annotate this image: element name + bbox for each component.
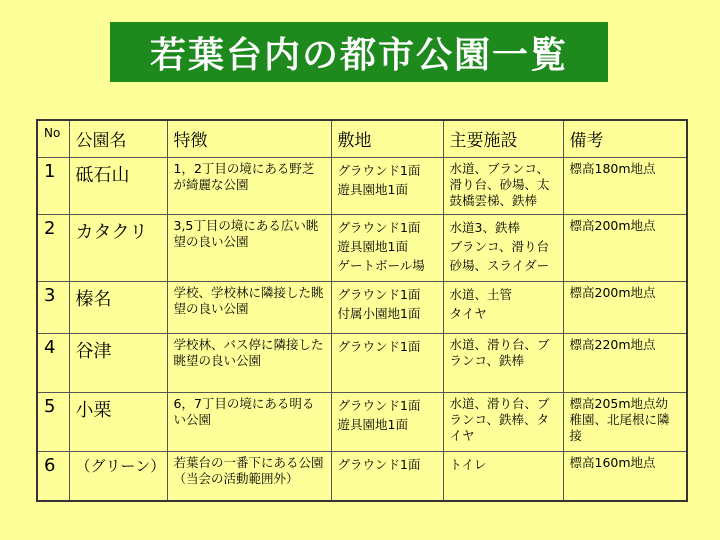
park-feature: 学校、学校林に隣接した眺望の良い公園 [167, 282, 331, 334]
facility-line: 水道、ブランコ、滑り台、砂場、太鼓橋雲梯、鉄棒 [449, 161, 550, 208]
park-feature: 3,5丁目の境にある広い眺望の良い公園 [167, 215, 331, 282]
site-line: 遊具園地1面 [337, 182, 408, 197]
site-line: グラウンド1面 [337, 339, 421, 354]
site-line: 遊具園地1面 [337, 239, 408, 254]
header-facilities: 主要施設 [443, 120, 563, 158]
site-line: 遊具園地1面 [337, 417, 408, 432]
table-row [37, 282, 687, 334]
table-row [37, 393, 687, 452]
header-feature: 特徴 [167, 120, 331, 158]
park-site [331, 282, 443, 334]
facility-line: タイヤ [449, 306, 487, 321]
park-site [331, 158, 443, 215]
park-facilities [443, 393, 563, 452]
park-notes: 標高200m地点 [563, 215, 687, 282]
row-no: 6 [37, 452, 69, 502]
site-line: ゲートボール場 [337, 258, 425, 273]
park-facilities [443, 282, 563, 334]
table-row [37, 158, 687, 215]
row-no: 4 [37, 334, 69, 393]
park-facilities [443, 334, 563, 393]
park-notes: 標高200m地点 [563, 282, 687, 334]
park-feature: 学校林、バス停に隣接した眺望の良い公園 [167, 334, 331, 393]
facility-line: 水道、滑り台、ブランコ、鉄棒 [449, 337, 550, 368]
park-notes: 標高160m地点 [563, 452, 687, 502]
park-name: 砥石山 [69, 158, 167, 215]
park-facilities [443, 452, 563, 502]
site-line: グラウンド1面 [337, 398, 421, 413]
park-name: 谷津 [69, 334, 167, 393]
park-name: カタクリ [69, 215, 167, 282]
row-no: 5 [37, 393, 69, 452]
facility-line: トイレ [449, 457, 487, 472]
facility-line: 水道3、鉄棒 [449, 220, 520, 235]
row-no: 1 [37, 158, 69, 215]
park-feature: 6，7丁目の境にある明るい公園 [167, 393, 331, 452]
page-title: 若葉台内の都市公園一覧 [149, 33, 568, 76]
park-name: （グリーン） [69, 452, 167, 502]
park-notes: 標高180m地点 [563, 158, 687, 215]
park-notes: 標高220m地点 [563, 334, 687, 393]
park-facilities [443, 158, 563, 215]
site-line: グラウンド1面 [337, 457, 421, 472]
table-row [37, 452, 687, 502]
table-row [37, 215, 687, 282]
park-site [331, 393, 443, 452]
row-no: 3 [37, 282, 69, 334]
park-name: 小栗 [69, 393, 167, 452]
site-line: グラウンド1面 [337, 220, 421, 235]
park-feature: 1，2丁目の境にある野芝が綺麗な公園 [167, 158, 331, 215]
park-site [331, 215, 443, 282]
table-row [37, 334, 687, 393]
header-no: No [37, 120, 69, 158]
title-banner [110, 22, 608, 82]
header-site: 敷地 [331, 120, 443, 158]
site-line: グラウンド1面 [337, 163, 421, 178]
park-table [36, 119, 688, 502]
site-line: 付属小園地1面 [337, 306, 421, 321]
park-notes: 標高205m地点幼稚園、北尾根に隣接 [563, 393, 687, 452]
facility-line: 砂場、スライダー [449, 258, 550, 273]
site-line: グラウンド1面 [337, 287, 421, 302]
park-site [331, 452, 443, 502]
park-feature: 若葉台の一番下にある公園（当会の活動範囲外） [167, 452, 331, 502]
row-no: 2 [37, 215, 69, 282]
facility-line: 水道、土管 [449, 287, 513, 302]
park-facilities [443, 215, 563, 282]
park-name: 榛名 [69, 282, 167, 334]
header-notes: 備考 [563, 120, 687, 158]
header-name: 公園名 [69, 120, 167, 158]
table-header-row [37, 120, 687, 158]
facility-line: 水道、滑り台、ブランコ、鉄棒、タイヤ [449, 396, 550, 443]
facility-line: ブランコ、滑り台 [449, 239, 550, 254]
park-site [331, 334, 443, 393]
